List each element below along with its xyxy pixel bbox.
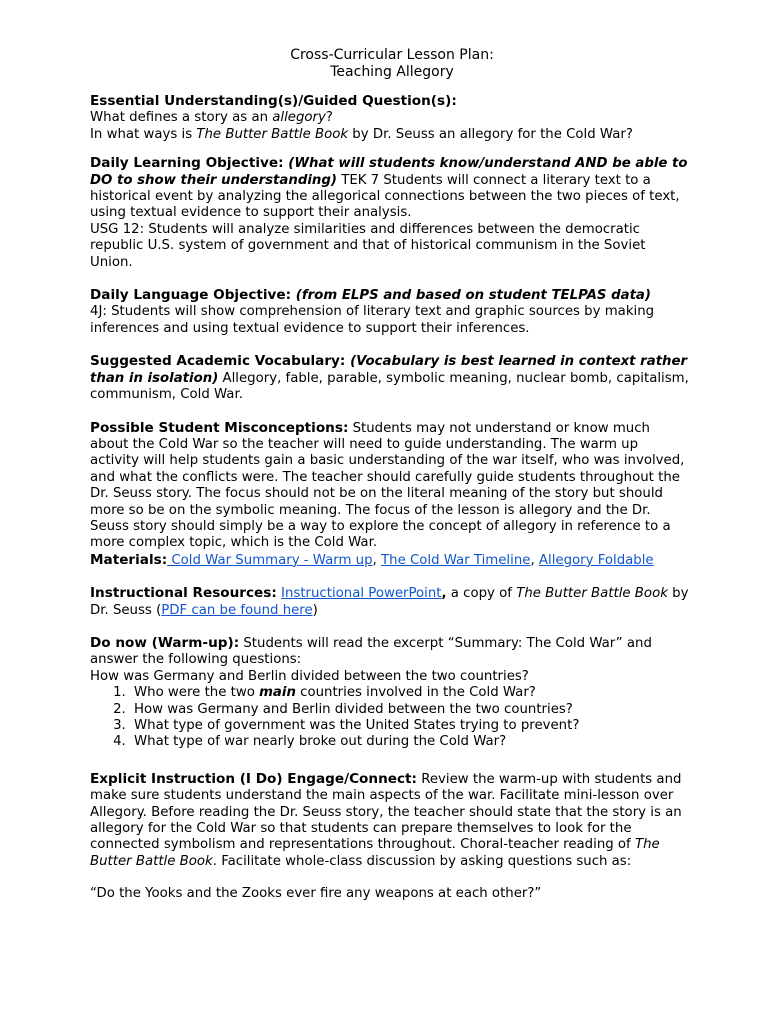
objective-text-2: USG 12: Students will analyze similarities and differences between the democratic republic U.S. system of government and that of historical communism in the Soviet Union. [90,221,646,270]
warmup-question-list [90,685,690,751]
materials-heading: Materials: [90,551,168,568]
explicit-instruction-section [90,771,690,903]
misconceptions-heading: Possible Student Misconceptions: [90,419,349,436]
language-heading: Daily Language Objective: [90,287,296,304]
warmup-q1-text: Who were the two [134,685,260,701]
materials-separator-1: , [372,552,382,568]
instructional-powerpoint-link[interactable]: Instructional PowerPoint [281,586,442,602]
essential-q2-italic: The Butter Battle Book [196,126,349,142]
resources-text-2: by Dr. Seuss ( [90,586,689,618]
instruction-text-1: Review the warm-up with students and make sure students understand the main aspects of the war. Facilitate mini-lesson over Allegory. Before reading the Dr. Seuss story, the teacher should state that the story is an allegory for the Cold War so that students can prepare themselves to look for the connected symbolism and representations throughout. Choral-teacher reading of [90,771,682,853]
title-line-2: Teaching Allegory [330,64,454,80]
resources-section [90,585,690,619]
warmup-question-2: 2. How was Germany and Berlin divided between the two countries? [130,702,690,718]
essential-q1-text: What defines a story as an [90,110,273,126]
warmup-question-3: 3. What type of government was the United States trying to prevent? [130,718,690,734]
essential-question-1 [90,110,690,126]
essential-q2-text: In what ways is [90,126,197,142]
warmup-q1-emphasis: main [259,685,296,701]
warmup-section [90,635,690,751]
essential-q1-end: ? [325,110,333,126]
instruction-text-2: . Facilitate whole-class discussion by asking questions such as: [212,853,632,869]
resources-heading: Instructional Resources: [90,585,277,602]
misconceptions-section [90,420,690,552]
vocabulary-section [90,353,690,403]
resources-book-title: The Butter Battle Book [516,586,668,602]
language-text: 4J: Students will show comprehension of literary text and graphic sources by making inferences and using textual evidence to support their inferences. [90,304,655,336]
essential-understanding-section [90,93,690,143]
resources-comma: , [441,586,447,602]
vocabulary-heading: Suggested Academic Vocabulary: [90,353,351,370]
resources-text-3: ) [312,602,318,618]
language-heading-italic: (from ELPS and based on student TELPAS data) [295,288,651,304]
objective-heading-italic: (What will students know/understand AND be able to DO to show their understanding) [90,156,688,188]
cold-war-summary-link[interactable]: Cold War Summary - Warm up [167,552,373,568]
lesson-plan-document [90,47,690,903]
warmup-q1-end: countries involved in the Cold War? [295,685,536,701]
warmup-question-4: 4. What type of war nearly broke out during the Cold War? [130,734,690,750]
vocabulary-text: Allegory, fable, parable, symbolic meaning, nuclear bomb, capitalism, communism, Cold War. [90,370,689,403]
title-line-1: Cross-Curricular Lesson Plan: [290,47,494,63]
resources-text-1: a copy of [446,586,517,602]
instruction-heading: Explicit Instruction (I Do) Engage/Connect: [90,770,417,787]
cold-war-timeline-link[interactable]: The Cold War Timeline [381,552,531,568]
essential-heading: Essential Understanding(s)/Guided Question(s): [90,93,457,109]
materials-separator-2: , [530,552,539,568]
allegory-foldable-link[interactable]: Allegory Foldable [538,552,654,568]
pdf-link[interactable]: PDF can be found here [161,602,313,618]
essential-q1-italic: allegory [272,110,326,126]
language-objective-section [90,287,690,337]
misconceptions-text: Students may not understand or know much about the Cold War so the teacher will need to guide understanding. The warm up activity will help students gain a basic understanding of the war itself, who was involved, and what the conflicts were. The teacher should carefully guide students throughout the Dr. Seuss story. The focus should not be on the literal meaning of the story but should more so be on the symbolic meaning. The focus of the lesson is allegory and the Dr. Seuss story should simply be a way to explore the concept of allegory in reference to a more complex topic, which is the Cold War. [90,420,685,551]
essential-question-2 [90,127,690,143]
vocabulary-heading-italic: (Vocabulary is best learned in context rather than in isolation) [90,354,688,386]
instruction-book-title: The Butter Battle Book [90,837,660,869]
warmup-intro: Students will read the excerpt “Summary: The Cold War” and answer the following questions: [90,635,652,668]
instruction-quote: “Do the Yooks and the Zooks ever fire any weapons at each other?” [90,886,542,902]
learning-objective-section [90,155,690,271]
document-title [94,47,690,81]
warmup-heading: Do now (Warm-up): [90,634,240,651]
essential-q2-end: by Dr. Seuss an allegory for the Cold War? [348,126,633,142]
materials-section [90,552,690,569]
warmup-line: How was Germany and Berlin divided between the two countries? [90,668,529,684]
objective-text-1: TEK 7 Students will connect a literary text to a historical event by analyzing the allegorical connections between the two pieces of text, using textual evidence to support their analysis. [90,172,680,221]
warmup-question-1 [130,685,690,701]
objective-heading: Daily Learning Objective: [90,155,289,172]
